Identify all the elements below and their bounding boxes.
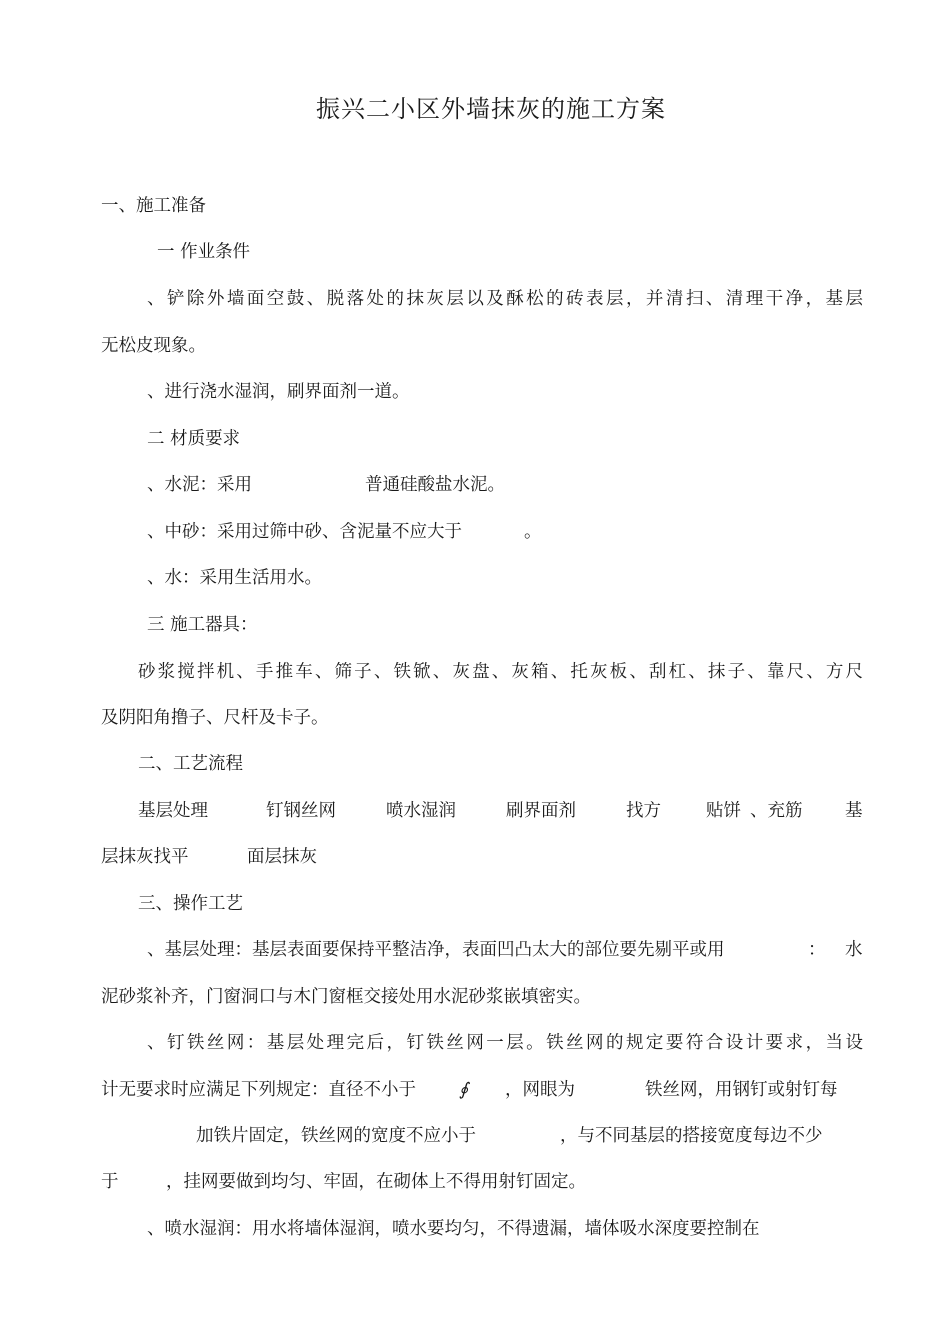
paragraph-line: 砂浆搅拌机、手推车、筛子、铁锨、灰盘、灰箱、托灰板、刮杠、抹子、靠尺、方尺 [138,662,863,682]
section-heading: 三、操作工艺 [138,894,243,914]
paragraph-line: 、喷水湿润：用水将墙体湿润，喷水要均匀，不得遗漏，墙体吸水深度要控制在 [147,1219,760,1239]
paragraph-fragment: ，网眼为 [505,1080,575,1100]
subsection-heading: 一 作业条件 [157,242,251,262]
flow-step: 基层处理 [138,801,208,821]
paragraph-line: 、铲除外墙面空鼓、脱落处的抹灰层以及酥松的砖表层，并清扫、清理干净，基层 [147,289,863,309]
subsection-heading: 三 施工器具： [147,615,258,635]
flow-step: 层抹灰找平 [101,847,189,867]
paragraph-fragment: 。 [524,522,542,542]
section-heading: 二、工艺流程 [138,754,243,774]
paragraph-fragment: 加铁片固定，铁丝网的宽度不应小于 [196,1126,476,1146]
paragraph-fragment: ： [808,940,826,960]
section-heading: 一、施工准备 [101,196,206,216]
paragraph-fragment: ，挂网要做到均匀、牢固，在砌体上不得用射钉固定。 [166,1172,586,1192]
flow-step: 钉钢丝网 [266,801,336,821]
paragraph-fragment: 铁丝网，用钢钉或射钉每 [645,1080,838,1100]
paragraph-line: 、钉铁丝网：基层处理完后，钉铁丝网一层。铁丝网的规定要符合设计要求，当设 [147,1033,863,1053]
flow-step: 面层抹灰 [247,847,317,867]
paragraph-fragment: 计无要求时应满足下列规定：直径不小于 [101,1080,416,1100]
flow-step: 贴饼 [706,801,741,821]
paragraph-fragment: 于 [101,1172,119,1192]
paragraph-line: 、水：采用生活用水。 [147,568,322,588]
paragraph-fragment: 水 [845,940,863,960]
paragraph-line: 无松皮现象。 [101,336,206,356]
diameter-symbol: ∮ [459,1080,469,1100]
flow-step: 基 [845,801,863,821]
paragraph-fragment: 、水泥：采用 [147,475,252,495]
paragraph-line: 、进行浇水湿润，刷界面剂一道。 [147,382,410,402]
paragraph-fragment: ，与不同基层的搭接宽度每边不少 [560,1126,823,1146]
document-title: 振兴二小区外墙抹灰的施工方案 [316,95,666,123]
flow-step: 喷水湿润 [386,801,456,821]
flow-step: 刷界面剂 [506,801,576,821]
flow-step: 找方 [626,801,661,821]
paragraph-fragment: 、中砂：采用过筛中砂、含泥量不应大于 [147,522,462,542]
paragraph-line: 泥砂浆补齐，门窗洞口与木门窗框交接处用水泥砂浆嵌填密实。 [101,987,591,1007]
paragraph-fragment: 、基层处理：基层表面要保持平整洁净，表面凹凸太大的部位要先剔平或用 [147,940,725,960]
paragraph-fragment: 普通硅酸盐水泥。 [365,475,505,495]
flow-step: 、充筋 [750,801,803,821]
subsection-heading: 二 材质要求 [147,429,241,449]
paragraph-line: 及阴阳角撸子、尺杆及卡子。 [101,708,329,728]
